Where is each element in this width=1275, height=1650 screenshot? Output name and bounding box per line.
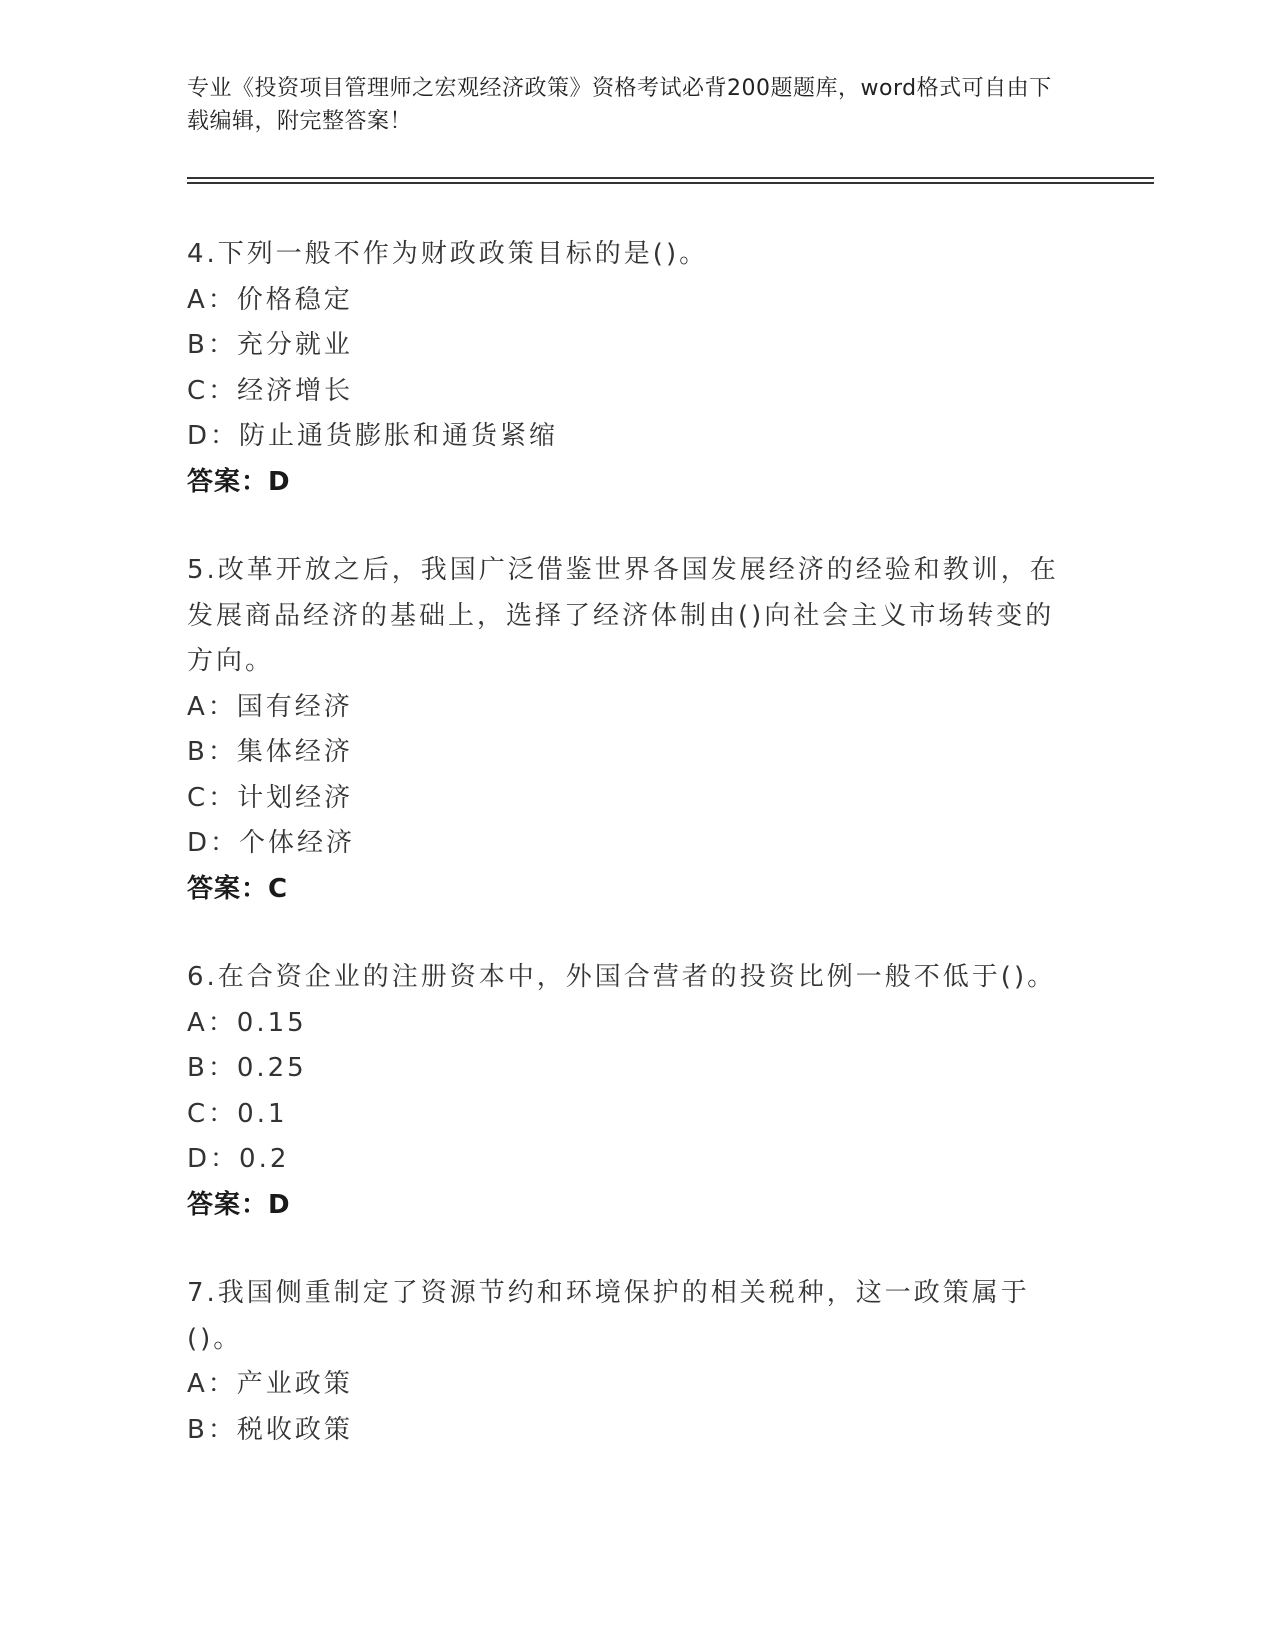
question-text: 5.改革开放之后，我国广泛借鉴世界各国发展经济的经验和教训，在发展商品经济的基础上，选择了经济体制由()向社会主义市场转变的方向。 (187, 555, 1059, 676)
header-title: 专业《投资项目管理师之宏观经济政策》资格考试必背200题题库，word格式可自由下载编辑，附完整答案！ (187, 76, 1052, 134)
option-b: B：0.25 (187, 1053, 307, 1083)
question-list (187, 232, 1067, 1496)
question-4 (187, 232, 1067, 505)
header-divider-bottom (187, 182, 1154, 184)
option-d: D：个体经济 (187, 828, 356, 858)
document-header (187, 72, 1067, 138)
option-a: A：价格稳定 (187, 284, 353, 315)
option-b: B：充分就业 (187, 330, 353, 360)
option-d: D：0.2 (187, 1144, 290, 1174)
option-b: B：税收政策 (187, 1414, 353, 1445)
option-c: C：0.1 (187, 1098, 288, 1129)
answer-label: 答案：D (187, 466, 291, 497)
option-c: C：计划经济 (187, 782, 354, 813)
option-a: A：国有经济 (187, 691, 353, 722)
option-a: A：产业政策 (187, 1369, 353, 1399)
option-b: B：集体经济 (187, 737, 353, 767)
option-a: A：0.15 (187, 1007, 307, 1038)
answer-label: 答案：D (187, 1189, 291, 1220)
header-divider-top (187, 177, 1154, 179)
answer-label: 答案：C (187, 873, 289, 904)
question-text: 6.在合资企业的注册资本中，外国合营者的投资比例一般不低于()。 (187, 962, 1057, 992)
question-6 (187, 955, 1067, 1228)
question-5 (187, 548, 1067, 912)
question-7 (187, 1271, 1067, 1453)
question-text: 7.我国侧重制定了资源节约和环境保护的相关税种，这一政策属于()。 (187, 1278, 1030, 1354)
option-d: D：防止通货膨胀和通货紧缩 (187, 421, 559, 451)
option-c: C：经济增长 (187, 375, 354, 406)
question-text: 4.下列一般不作为财政政策目标的是()。 (187, 239, 709, 269)
